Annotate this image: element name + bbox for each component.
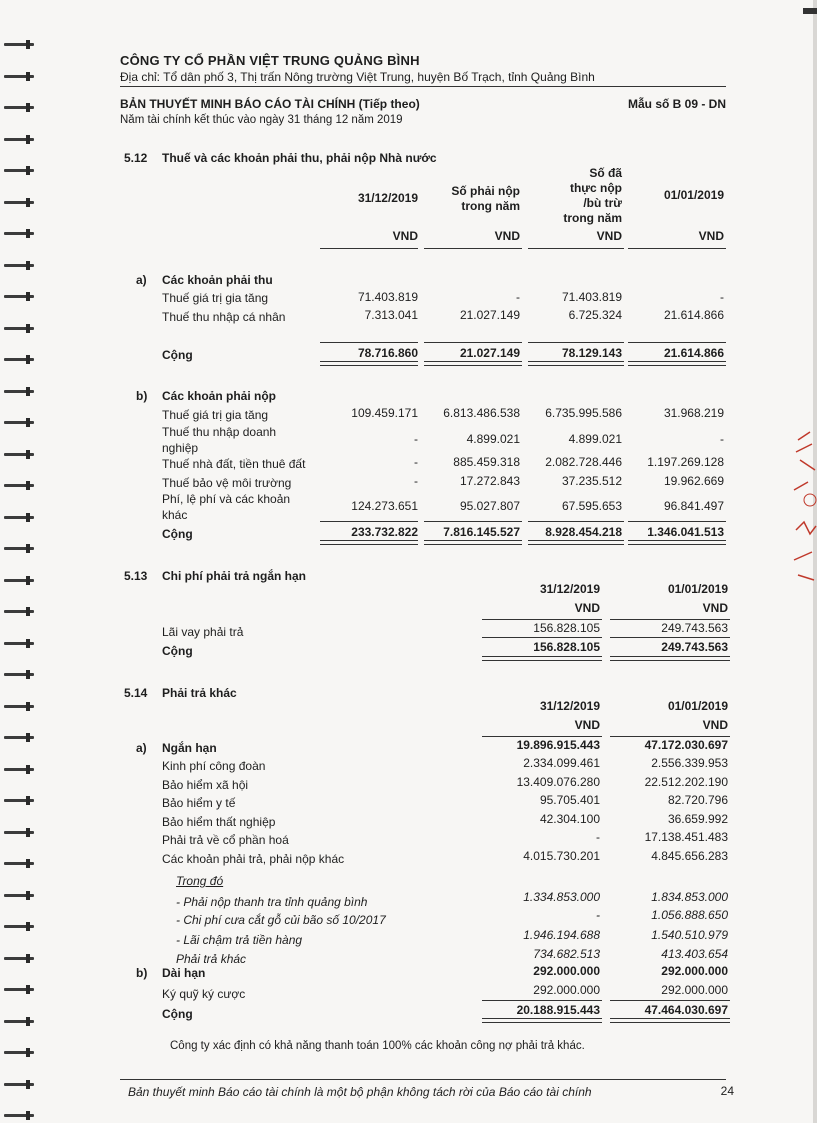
- footer-text: Bản thuyết minh Báo cáo tài chính là một bộ phận không tách rời của Báo cáo tài chính: [128, 1085, 592, 1099]
- binder-ring: [4, 261, 34, 270]
- binder-ring: [4, 733, 34, 742]
- rule: [320, 248, 418, 249]
- fiscal-year: Năm tài chính kết thúc vào ngày 31 tháng 12 năm 2019: [120, 114, 403, 126]
- row-value: 4.845.656.283: [651, 849, 728, 863]
- rule: [528, 521, 624, 522]
- unit-col2: VND: [494, 229, 520, 243]
- total-value: 21.027.149: [459, 346, 520, 360]
- row-value: 82.720.796: [667, 793, 728, 807]
- rule: [628, 521, 726, 522]
- total-value: 21.614.866: [663, 346, 724, 360]
- binder-ring: [4, 40, 34, 49]
- row-value: 17.272.843: [459, 474, 520, 488]
- row-value: -: [414, 455, 418, 469]
- short-term-total: 19.896.915.443: [516, 738, 600, 752]
- row-value: 292.000.000: [533, 983, 600, 997]
- double-rule: [628, 540, 726, 545]
- detail-value: 1.834.853.000: [651, 890, 728, 904]
- binder-ring: [4, 292, 34, 301]
- rule: [610, 1000, 730, 1001]
- binder-rings: [0, 30, 40, 1123]
- col-header-01-01-2019: 01/01/2019: [667, 582, 728, 596]
- report-title: BẢN THUYẾT MINH BÁO CÁO TÀI CHÍNH (Tiếp theo): [120, 97, 420, 111]
- row-value: 4.899.021: [568, 432, 622, 446]
- binder-ring: [4, 765, 34, 774]
- sub-b-label: b): [136, 966, 148, 980]
- row-value: 96.841.497: [663, 499, 724, 513]
- unit-col2: VND: [702, 718, 728, 732]
- trong-do-label: Trong đó: [176, 874, 224, 888]
- binder-ring: [4, 103, 34, 112]
- row-value: -: [720, 432, 724, 446]
- row-value: 292.000.000: [661, 983, 728, 997]
- binder-ring: [4, 166, 34, 175]
- double-rule: [528, 361, 624, 366]
- row-value: 31.968.219: [663, 406, 724, 420]
- rule: [528, 248, 624, 249]
- row-value: 71.403.819: [357, 290, 418, 304]
- binder-ring: [4, 355, 34, 364]
- row-value: 67.595.653: [561, 499, 622, 513]
- row-value: 2.334.099.461: [523, 756, 600, 770]
- row-value: 37.235.512: [561, 474, 622, 488]
- row-label: Phải trả về cổ phần hoá: [162, 833, 289, 847]
- detail-label: - Phải nộp thanh tra tỉnh quảng bình: [176, 895, 368, 909]
- row-value: 156.828.105: [533, 621, 600, 635]
- binder-ring: [4, 922, 34, 931]
- col-header-01-01-2019: 01/01/2019: [667, 699, 728, 713]
- double-rule: [482, 1018, 602, 1023]
- total-value: 47.464.030.697: [644, 1003, 728, 1017]
- row-label: Thuế giá trị gia tăng: [162, 408, 269, 422]
- binder-ring: [4, 639, 34, 648]
- short-term-total: 47.172.030.697: [644, 738, 728, 752]
- corner-mark: [803, 8, 817, 14]
- binder-ring: [4, 796, 34, 805]
- row-value: 249.743.563: [661, 621, 728, 635]
- row-label: Phí, lệ phí và các khoản: [162, 492, 291, 506]
- row-value: 2.082.728.446: [545, 455, 622, 469]
- rule: [628, 248, 726, 249]
- row-value: 885.459.318: [453, 455, 520, 469]
- row-value: 71.403.819: [561, 290, 622, 304]
- row-value: 42.304.100: [539, 812, 600, 826]
- total-label: Cộng: [162, 527, 193, 541]
- detail-label: Phải trả khác: [176, 952, 247, 966]
- row-value: -: [414, 474, 418, 488]
- binder-ring: [4, 954, 34, 963]
- double-rule: [528, 540, 624, 545]
- red-stamp-fragment: [790, 430, 817, 590]
- sub-a-title: Các khoản phải thu: [162, 273, 273, 287]
- sub-b-title: Dài hạn: [162, 966, 206, 980]
- binder-ring: [4, 576, 34, 585]
- binder-ring: [4, 229, 34, 238]
- rule: [424, 342, 522, 343]
- rule: [424, 248, 522, 249]
- row-label: Thuế nhà đất, tiền thuê đất: [162, 457, 306, 471]
- row-value: 6.735.995.586: [545, 406, 622, 420]
- row-value: 1.197.269.128: [647, 455, 724, 469]
- row-value: 22.512.202.190: [644, 775, 728, 789]
- row-value: 36.659.992: [667, 812, 728, 826]
- detail-value: 1.056.888.650: [651, 908, 728, 922]
- binder-ring: [4, 481, 34, 490]
- binder-ring: [4, 891, 34, 900]
- rule: [320, 342, 418, 343]
- total-label: Cộng: [162, 644, 193, 658]
- detail-value: 1.946.194.688: [523, 928, 600, 942]
- rule: [610, 637, 730, 638]
- col-header-paid-d: trong năm: [563, 211, 622, 225]
- rule: [628, 342, 726, 343]
- binder-ring: [4, 1048, 34, 1057]
- rule: [482, 619, 602, 620]
- row-label-line2: khác: [162, 508, 188, 522]
- rule: [482, 1000, 602, 1001]
- total-value: 1.346.041.513: [647, 525, 724, 539]
- company-address: Địa chỉ: Tổ dân phố 3, Thị trấn Nông trường Việt Trung, huyện Bố Trạch, tỉnh Quảng Bình: [120, 70, 595, 84]
- binder-ring: [4, 828, 34, 837]
- double-rule: [482, 656, 602, 661]
- row-label: Ký quỹ ký cược: [162, 987, 246, 1001]
- row-label: Bảo hiểm thất nghiệp: [162, 815, 276, 829]
- binder-ring: [4, 387, 34, 396]
- col-header-payable-b: trong năm: [461, 199, 520, 213]
- unit-col1: VND: [392, 229, 418, 243]
- row-label: Lãi vay phải trả: [162, 625, 244, 639]
- row-label: Thuế bảo vệ môi trường: [162, 476, 292, 490]
- col-header-31-12-2019: 31/12/2019: [357, 191, 418, 205]
- rule: [482, 736, 602, 737]
- binder-ring: [4, 1080, 34, 1089]
- row-value: 6.813.486.538: [443, 406, 520, 420]
- row-label: Bảo hiểm y tế: [162, 796, 236, 810]
- col-header-01-01-2019: 01/01/2019: [663, 188, 724, 202]
- row-value: 4.015.730.201: [523, 849, 600, 863]
- detail-value: -: [596, 908, 600, 922]
- long-term-total: 292.000.000: [661, 964, 728, 978]
- double-rule: [424, 361, 522, 366]
- long-term-total: 292.000.000: [533, 964, 600, 978]
- double-rule: [320, 540, 418, 545]
- sub-a-title: Ngắn hạn: [162, 741, 217, 755]
- double-rule: [610, 656, 730, 661]
- row-value: 21.614.866: [663, 308, 724, 322]
- row-label: Thuế giá trị gia tăng: [162, 291, 269, 305]
- total-label: Cộng: [162, 1007, 193, 1021]
- section-title-5-13: Chi phí phải trả ngắn hạn: [162, 569, 306, 583]
- unit-col1: VND: [574, 718, 600, 732]
- unit-col1: VND: [574, 601, 600, 615]
- row-value: 109.459.171: [351, 406, 418, 420]
- closing-note: Công ty xác định có khả năng thanh toán 100% các khoản công nợ phải trả khác.: [170, 1040, 585, 1052]
- row-value: 2.556.339.953: [651, 756, 728, 770]
- binder-ring: [4, 72, 34, 81]
- total-value: 78.129.143: [561, 346, 622, 360]
- page-number: 24: [720, 1084, 734, 1098]
- company-name: CÔNG TY CỔ PHẦN VIỆT TRUNG QUẢNG BÌNH: [120, 53, 420, 68]
- col-header-31-12-2019: 31/12/2019: [539, 582, 600, 596]
- rule: [610, 736, 730, 737]
- col-header-paid-b: thực nộp: [569, 181, 622, 195]
- binder-ring: [4, 450, 34, 459]
- section-title-5-12: Thuế và các khoản phải thu, phải nộp Nhà nước: [162, 151, 437, 165]
- section-number-5-12: 5.12: [124, 151, 148, 165]
- header-rule: [120, 86, 726, 87]
- row-value: 19.962.669: [663, 474, 724, 488]
- unit-col4: VND: [698, 229, 724, 243]
- section-number-5-14: 5.14: [124, 686, 148, 700]
- detail-value: 413.403.654: [661, 947, 728, 961]
- binder-ring: [4, 324, 34, 333]
- sub-b-title: Các khoản phải nộp: [162, 389, 277, 403]
- row-value: 95.027.807: [459, 499, 520, 513]
- row-value: 95.705.401: [539, 793, 600, 807]
- total-value: 7.816.145.527: [443, 525, 520, 539]
- section-number-5-13: 5.13: [124, 569, 148, 583]
- section-title-5-14: Phải trả khác: [162, 686, 237, 700]
- row-label: Bảo hiểm xã hội: [162, 778, 249, 792]
- sub-a-label: a): [136, 741, 147, 755]
- row-value: 13.409.076.280: [516, 775, 600, 789]
- total-value: 78.716.860: [357, 346, 418, 360]
- binder-ring: [4, 513, 34, 522]
- binder-ring: [4, 1111, 34, 1120]
- binder-ring: [4, 607, 34, 616]
- binder-ring: [4, 985, 34, 994]
- row-value: 7.313.041: [364, 308, 418, 322]
- detail-value: 1.334.853.000: [523, 890, 600, 904]
- double-rule: [610, 1018, 730, 1023]
- sub-b-label: b): [136, 389, 148, 403]
- col-header-paid-a: Số đã: [589, 166, 622, 180]
- rule: [528, 342, 624, 343]
- total-value: 20.188.915.443: [516, 1003, 600, 1017]
- row-label: Kinh phí công đoàn: [162, 759, 266, 773]
- detail-label: - Chi phí cưa cắt gỗ củi bão số 10/2017: [176, 913, 386, 927]
- binder-ring: [4, 670, 34, 679]
- row-label: Các khoản phải trả, phải nộp khác: [162, 852, 345, 866]
- row-value: -: [720, 290, 724, 304]
- row-value: 17.138.451.483: [644, 830, 728, 844]
- col-header-31-12-2019: 31/12/2019: [539, 699, 600, 713]
- binder-ring: [4, 198, 34, 207]
- total-label: Cộng: [162, 348, 193, 362]
- binder-ring: [4, 859, 34, 868]
- row-label: Thuế thu nhập doanh: [162, 425, 277, 439]
- row-value: -: [596, 830, 600, 844]
- total-value: 233.732.822: [351, 525, 418, 539]
- row-value: 21.027.149: [459, 308, 520, 322]
- col-header-paid-c: /bù trừ: [583, 196, 622, 210]
- rule: [482, 637, 602, 638]
- unit-col2: VND: [702, 601, 728, 615]
- row-label-line2: nghiệp: [162, 441, 199, 455]
- unit-col3: VND: [596, 229, 622, 243]
- binder-ring: [4, 544, 34, 553]
- detail-value: 1.540.510.979: [651, 928, 728, 942]
- binder-ring: [4, 1017, 34, 1026]
- double-rule: [628, 361, 726, 366]
- detail-value: 734.682.513: [533, 947, 600, 961]
- total-value: 156.828.105: [533, 640, 600, 654]
- col-header-payable-a: Số phải nộp: [451, 184, 520, 198]
- double-rule: [320, 361, 418, 366]
- row-value: 6.725.324: [568, 308, 622, 322]
- total-value: 8.928.454.218: [545, 525, 622, 539]
- row-label: Thuế thu nhập cá nhân: [162, 310, 286, 324]
- total-value: 249.743.563: [661, 640, 728, 654]
- row-value: 124.273.651: [351, 499, 418, 513]
- binder-ring: [4, 418, 34, 427]
- binder-ring: [4, 702, 34, 711]
- footer-rule: [120, 1079, 726, 1080]
- double-rule: [424, 540, 522, 545]
- rule: [320, 521, 418, 522]
- row-value: -: [516, 290, 520, 304]
- form-number: Mẫu số B 09 - DN: [627, 97, 726, 111]
- sub-a-label: a): [136, 273, 147, 287]
- row-value: 4.899.021: [466, 432, 520, 446]
- row-value: -: [414, 432, 418, 446]
- rule: [424, 521, 522, 522]
- binder-ring: [4, 135, 34, 144]
- rule: [610, 619, 730, 620]
- detail-label: - Lãi chậm trả tiền hàng: [176, 933, 303, 947]
